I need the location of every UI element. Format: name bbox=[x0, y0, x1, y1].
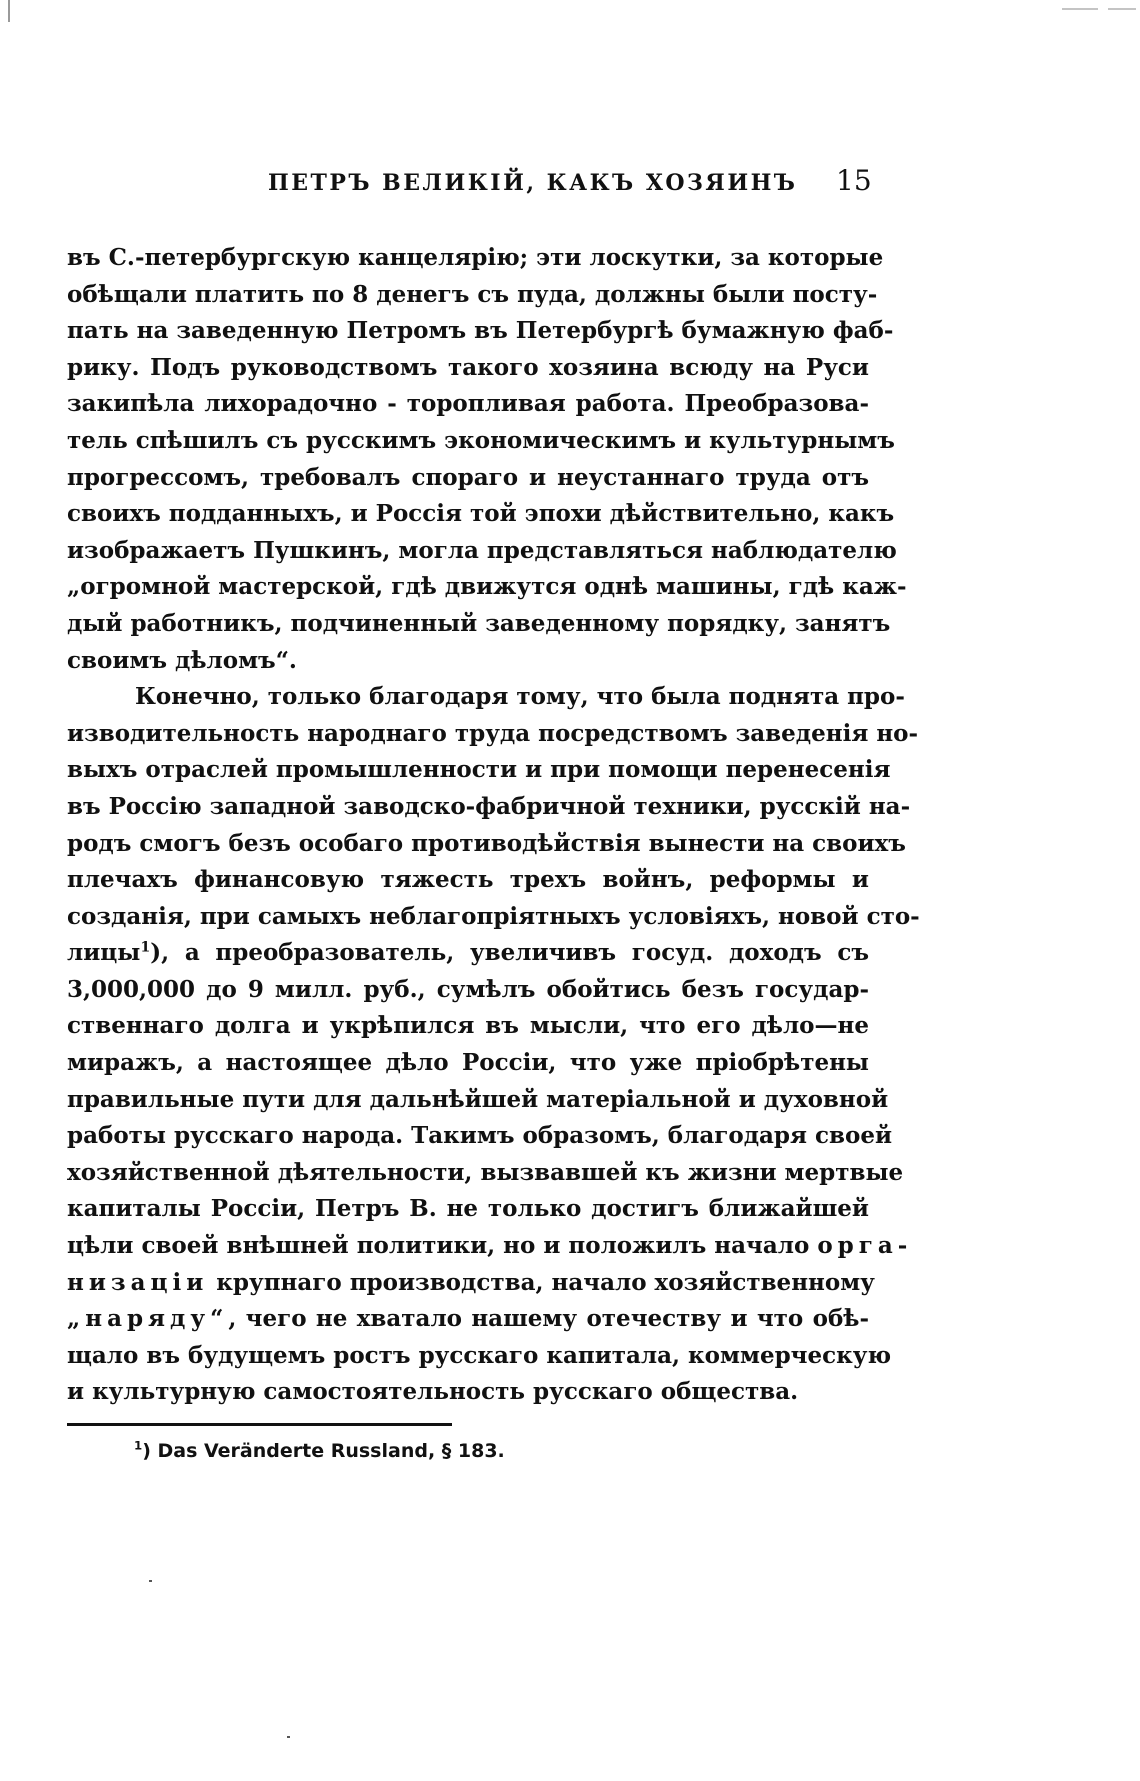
paragraph-end-line: своимъ дѣломъ“. bbox=[67, 646, 297, 674]
text-line: созданія, при самыхъ неблагопріятныхъ условіяхъ, новой сто- bbox=[67, 902, 920, 930]
page-number: 15 bbox=[836, 164, 872, 197]
text-line: правильные пути для дальнѣйшей матеріальной и духовной bbox=[67, 1085, 889, 1113]
text-line bbox=[67, 1301, 869, 1338]
scan-corner-dash bbox=[1108, 8, 1136, 10]
text-line: въ С.-петербургскую канцелярію; эти лоскутки, за которые bbox=[67, 244, 884, 271]
text-line: миражъ, а настоящее дѣло Россіи, что уже пріобрѣтены bbox=[67, 1049, 869, 1077]
text-line: ственнаго долга и укрѣпился въ мысли, что его дѣло—не bbox=[67, 1012, 869, 1040]
running-title: ПЕТРЪ ВЕЛИКІЙ, КАКЪ ХОЗЯИНЪ bbox=[268, 170, 798, 196]
line-start: цѣли своей внѣшней политики, но и положилъ начало bbox=[67, 1232, 818, 1260]
line-word: лицы bbox=[67, 939, 141, 967]
text-line: закипѣла лихорадочно - торопливая работа. Преобразова- bbox=[67, 390, 869, 418]
footnote-text: ) Das Veränderte Russland, § 183. bbox=[142, 1440, 505, 1462]
text-line: 3,000,000 до 9 милл. руб., сумѣлъ обойтись безъ государ- bbox=[67, 975, 869, 1003]
text-line: въ Россію западной заводско-фабричной техники, русскій на- bbox=[67, 792, 911, 820]
text-line: капиталы Россіи, Петръ В. не только достигъ ближайшей bbox=[67, 1195, 869, 1223]
text-line: пать на заведенную Петромъ въ Петербургѣ бумажную фаб- bbox=[67, 317, 894, 345]
text-line: щало въ будущемъ ростъ русскаго капитала, коммерческую bbox=[67, 1341, 892, 1369]
text-line bbox=[67, 1265, 875, 1302]
footnote-separator bbox=[67, 1423, 452, 1426]
paragraph-end-line: и культурную самостоятельность русскаго общества. bbox=[67, 1378, 799, 1406]
line-rest: , чего не хватало нашему отечеству и что обѣ- bbox=[228, 1305, 869, 1333]
scan-edge-mark bbox=[8, 0, 10, 22]
text-line: обѣщали платить по 8 денегъ съ пуда, должны были посту- bbox=[67, 280, 878, 308]
spaced-emphasis: низаціи bbox=[67, 1268, 209, 1296]
footnote-marker: 1 bbox=[134, 1438, 143, 1453]
text-line: плечахъ финансовую тяжесть трехъ войнъ, реформы и bbox=[67, 866, 869, 894]
text-line bbox=[67, 1228, 913, 1265]
scan-speck bbox=[287, 1736, 290, 1738]
text-line: тель спѣшилъ съ русскимъ экономическимъ и культурнымъ bbox=[67, 426, 895, 454]
footnote-reference: 1 bbox=[140, 939, 151, 956]
text-line: прогрессомъ, требовалъ спораго и неустаннаго труда отъ bbox=[67, 463, 869, 491]
text-line: выхъ отраслей промышленности и при помощи перенесенія bbox=[67, 756, 891, 784]
text-line: своихъ подданныхъ, и Россія той эпохи дѣйствительно, какъ bbox=[67, 500, 895, 528]
text-line: рику. Подъ руководствомъ такого хозяина всюду на Руси bbox=[67, 353, 869, 381]
body-text bbox=[67, 240, 920, 1411]
text-line: изображаетъ Пушкинъ, могла представляться наблюдателю bbox=[67, 536, 897, 564]
text-line: работы русскаго народа. Такимъ образомъ, благодаря своей bbox=[67, 1122, 893, 1150]
text-line: дый работникъ, подчиненный заведенному порядку, занятъ bbox=[67, 609, 891, 637]
scan-speck bbox=[149, 1580, 152, 1582]
paragraph-first-line: Конечно, только благодаря тому, что была поднята про- bbox=[135, 683, 905, 711]
footnote bbox=[134, 1440, 505, 1462]
spaced-emphasis: орга- bbox=[817, 1232, 913, 1260]
text-line: хозяйственной дѣятельности, вызвавшей къ жизни мертвые bbox=[67, 1158, 904, 1186]
spaced-emphasis: „наряду“ bbox=[67, 1305, 229, 1333]
line-rest: крупнаго производства, начало хозяйственному bbox=[208, 1268, 875, 1296]
text-line: родъ смогъ безъ особаго противодѣйствія вынести на своихъ bbox=[67, 829, 906, 857]
text-line-with-footnote bbox=[67, 935, 869, 972]
line-rest: ), а преобразователь, увеличивъ госуд. доходъ съ bbox=[150, 939, 869, 967]
text-line: „огромной мастерской, гдѣ движутся однѣ машины, гдѣ каж- bbox=[67, 573, 907, 601]
scan-corner-dash bbox=[1062, 8, 1098, 10]
text-line: изводительность народнаго труда посредствомъ заведенія но- bbox=[67, 719, 919, 747]
